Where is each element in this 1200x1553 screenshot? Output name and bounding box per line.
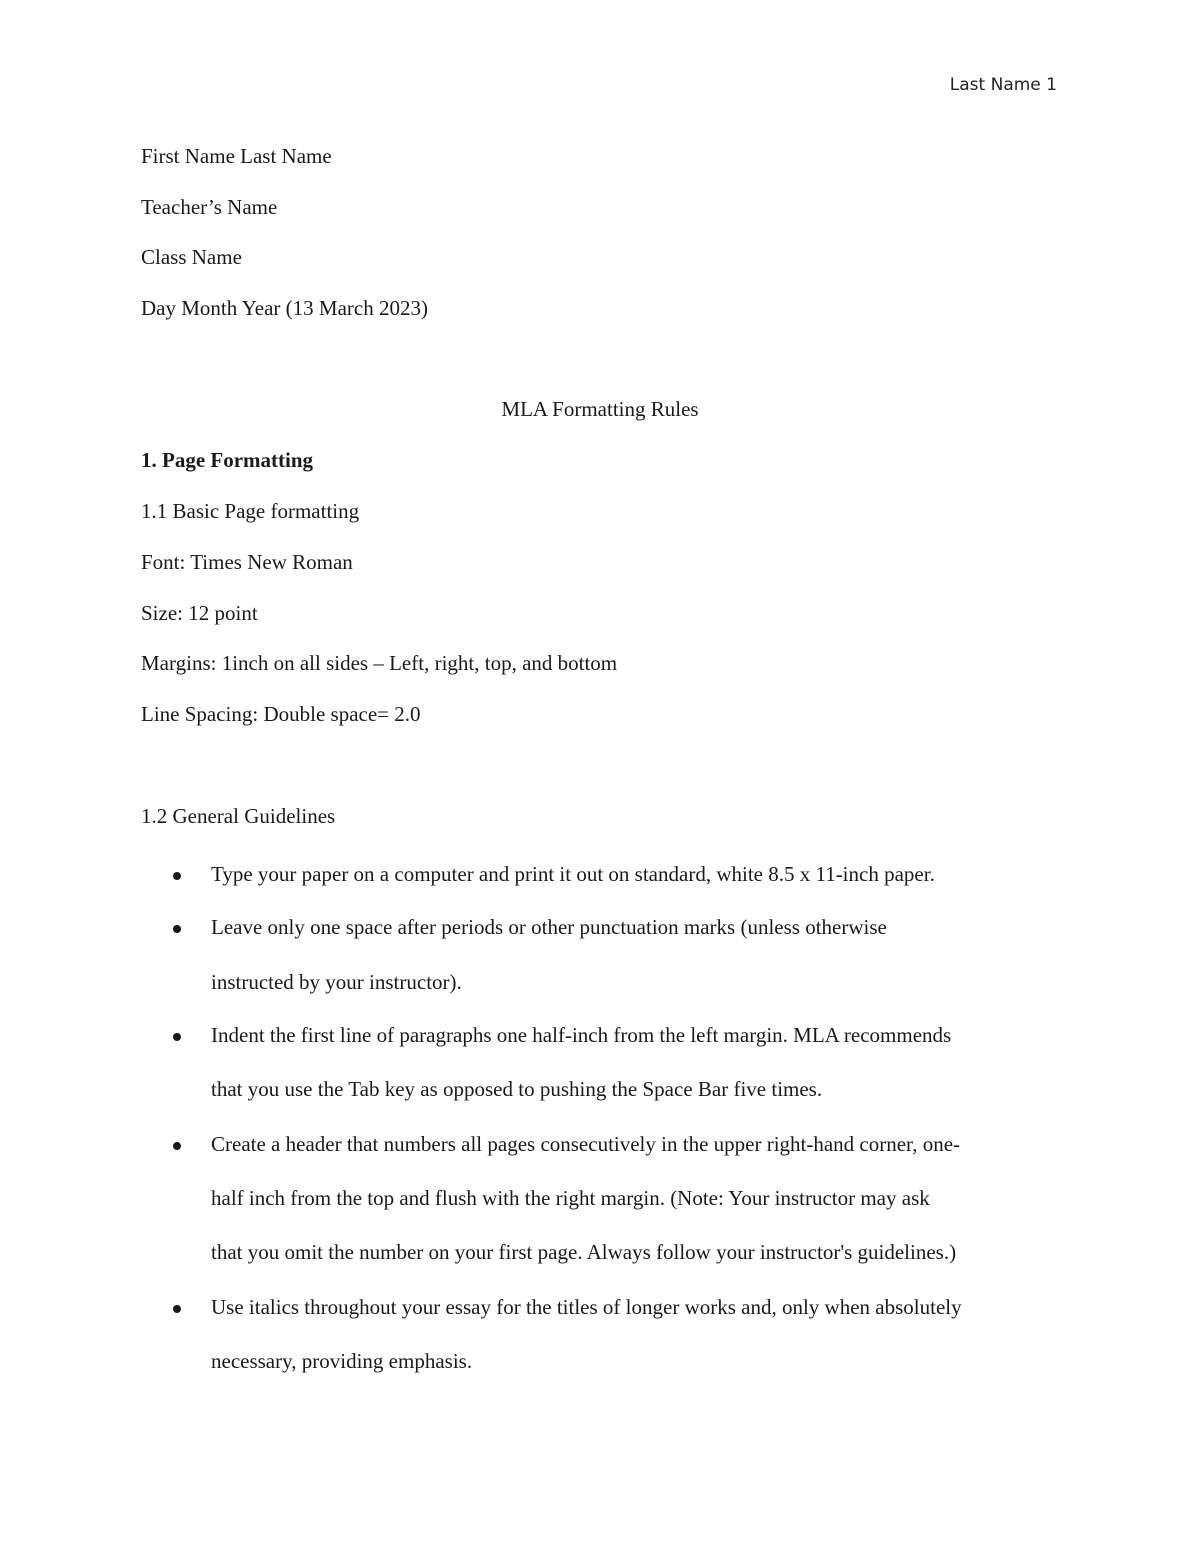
list-item-line: that you omit the number on your first page. Always follow your instructor's guidelines.) (211, 1240, 957, 1264)
subheading-general-guidelines: 1.2 General Guidelines (141, 804, 336, 828)
bullet-icon (173, 925, 181, 933)
list-item-line: Use italics throughout your essay for the titles of longer works and, only when absolutely (211, 1295, 962, 1319)
running-header: Last Name 1 (949, 75, 1057, 95)
teacher-name: Teacher’s Name (141, 195, 278, 219)
section-heading-page-formatting: 1. Page Formatting (141, 448, 314, 472)
bullet-icon (173, 1305, 181, 1313)
line-spacing-rule: Line Spacing: Double space= 2.0 (141, 702, 421, 726)
list-item-line: half inch from the top and flush with the right margin. (Note: Your instructor may ask (211, 1186, 930, 1210)
list-item-line: Create a header that numbers all pages consecutively in the upper right-hand corner, one- (211, 1132, 961, 1156)
student-name: First Name Last Name (141, 144, 332, 168)
bullet-icon (173, 1142, 181, 1150)
list-item-line: Indent the first line of paragraphs one half-inch from the left margin. MLA recommends (211, 1023, 952, 1047)
margins-rule: Margins: 1inch on all sides – Left, right, top, and bottom (141, 651, 618, 675)
document-title: MLA Formatting Rules (501, 397, 699, 421)
list-item-line: Leave only one space after periods or other punctuation marks (unless otherwise (211, 915, 887, 939)
date-line: Day Month Year (13 March 2023) (141, 296, 428, 320)
bullet-icon (173, 1033, 181, 1041)
list-item-line: that you use the Tab key as opposed to pushing the Space Bar five times. (211, 1077, 823, 1101)
subheading-basic-page-formatting: 1.1 Basic Page formatting (141, 499, 360, 523)
size-rule: Size: 12 point (141, 601, 258, 625)
list-item-line: instructed by your instructor). (211, 970, 462, 994)
font-rule: Font: Times New Roman (141, 550, 353, 574)
class-name: Class Name (141, 245, 242, 269)
list-item-line: Type your paper on a computer and print it out on standard, white 8.5 x 11-inch paper. (211, 862, 935, 886)
list-item-line: necessary, providing emphasis. (211, 1349, 473, 1373)
bullet-icon (173, 872, 181, 880)
